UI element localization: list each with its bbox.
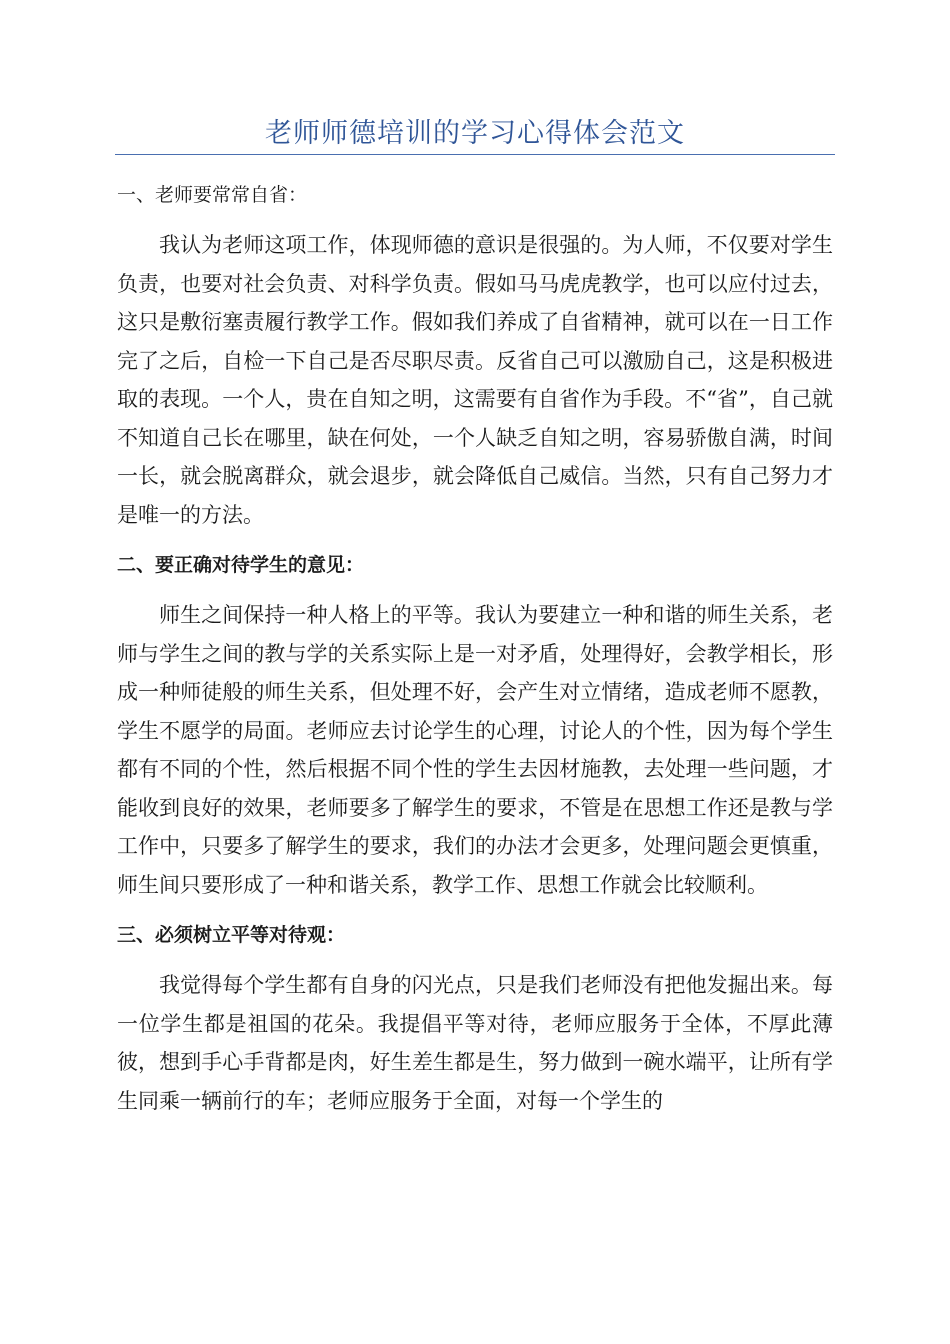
- section-heading-3: 三、必须树立平等对待观：: [117, 924, 346, 946]
- document-body: [117, 168, 833, 1120]
- section-heading-2: 二、要正确对待学生的意见：: [117, 554, 365, 576]
- title-underline: [115, 154, 835, 155]
- section-paragraph-1: 我认为老师这项工作，体现师德的意识是很强的。为人师，不仅要对学生负责，也要对社会负责、对科学负责。假如马马虎虎教学，也可以应付过去，这只是敷衍塞责履行教学工作。假如我们养成了自省精神，就可以在一日工作完了之后，自检一下自己是否尽职尽责。反省自己可以激励自己，这是积极进取的表现。一个人，贵在自知之明，这需要有自省作为手段。不“省”，自己就不知道自己长在哪里，缺在何处，一个人缺乏自知之明，容易骄傲自满，时间一长，就会脱离群众，就会退步，就会降低自己威信。当然，只有自己努力才是唯一的方法。: [117, 233, 833, 527]
- section-paragraph-2: 师生之间保持一种人格上的平等。我认为要建立一种和谐的师生关系，老师与学生之间的教与学的关系实际上是一对矛盾，处理得好，会教学相长，形成一种师徒般的师生关系，但处理不好，会产生对立情绪，造成老师不愿教，学生不愿学的局面。老师应去讨论学生的心理，讨论人的个性，因为每个学生都有不同的个性，然后根据不同个性的学生去因材施教，去处理一些问题，才能收到良好的效果，老师要多了解学生的要求，不管是在思想工作还是教与学工作中，只要多了解学生的要求，我们的办法才会更多，处理问题会更慎重，师生间只要形成了一种和谐关系，教学工作、思想工作就会比较顺利。: [117, 603, 833, 897]
- section-paragraph-3: 我觉得每个学生都有自身的闪光点，只是我们老师没有把他发掘出来。每一位学生都是祖国的花朵。我提倡平等对待，老师应服务于全体，不厚此薄彼，想到手心手背都是肉，好生差生都是生，努力做到一碗水端平，让所有学生同乘一辆前行的车；老师应服务于全面，对每一个学生的: [117, 973, 833, 1113]
- section-heading-1: 一、老师要常常自省：: [117, 184, 308, 206]
- document-title: 老师师德培训的学习心得体会范文: [265, 118, 685, 149]
